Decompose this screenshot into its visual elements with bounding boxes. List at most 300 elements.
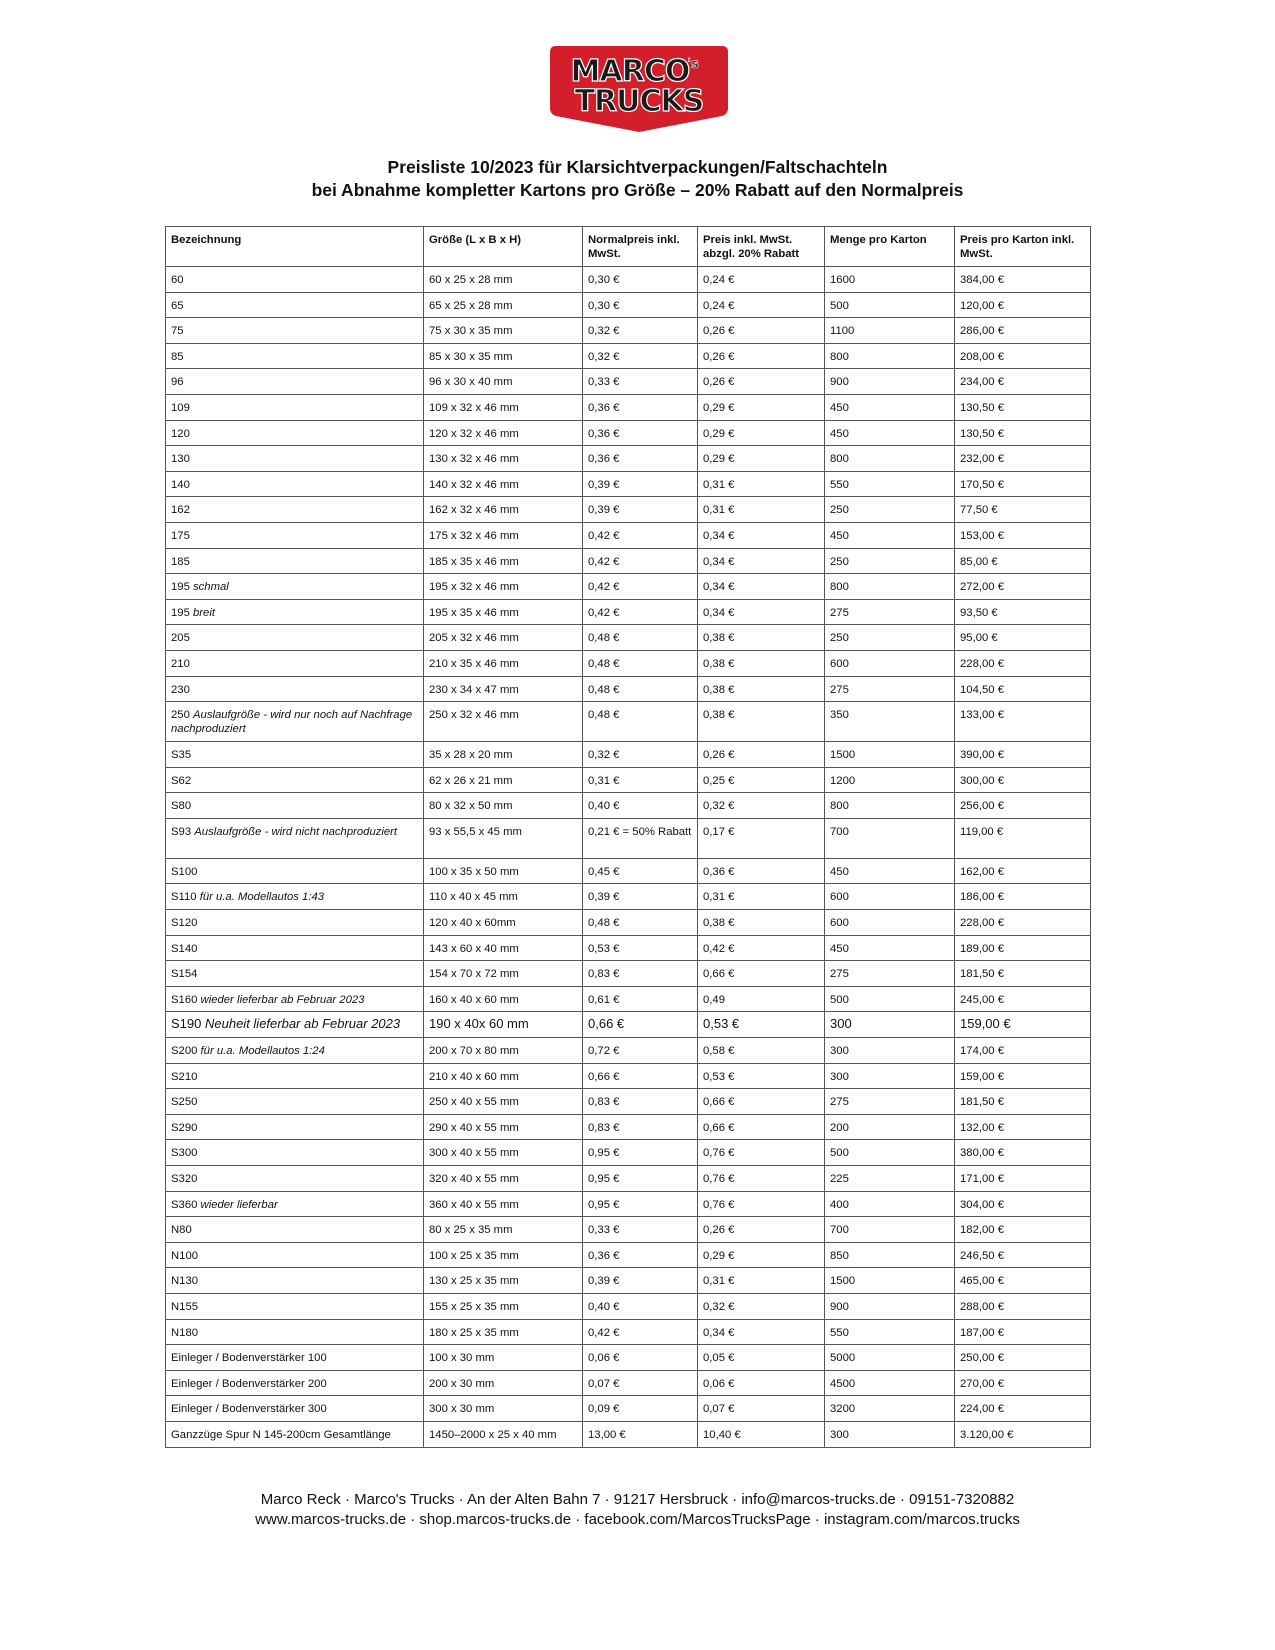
product-note: schmal: [193, 581, 229, 594]
size-cell: 195 x 35 x 46 mm: [424, 599, 583, 625]
normalpreis-cell: 0,30 €: [583, 267, 698, 293]
size-cell: 185 x 35 x 46 mm: [424, 548, 583, 574]
kartonpreis-cell: 189,00 €: [955, 935, 1091, 961]
menge-cell: 1100: [825, 318, 955, 344]
table-row: [166, 394, 1091, 420]
rabattpreis-cell: 0,24 €: [698, 292, 825, 318]
product-name: 60: [171, 274, 184, 286]
product-name: 185: [171, 555, 190, 568]
normalpreis-cell: 0,95 €: [583, 1140, 698, 1166]
kartonpreis-cell: 174,00 €: [955, 1038, 1091, 1064]
product-name: S210: [171, 1070, 198, 1083]
table-row: [166, 1114, 1091, 1140]
table-row: [166, 1089, 1091, 1115]
kartonpreis-cell: 181,50 €: [955, 1089, 1091, 1115]
bezeichnung-cell: [166, 1191, 424, 1217]
bezeichnung-cell: [166, 1089, 424, 1115]
rabattpreis-cell: 0,66 €: [698, 1089, 825, 1115]
table-row: [166, 471, 1091, 497]
kartonpreis-cell: 288,00 €: [955, 1293, 1091, 1319]
header-bezeichnung: Bezeichnung: [166, 227, 424, 267]
size-cell: 210 x 35 x 46 mm: [424, 650, 583, 676]
bezeichnung-cell: [166, 292, 424, 318]
product-name: S320: [171, 1173, 198, 1185]
size-cell: 100 x 35 x 50 mm: [424, 858, 583, 884]
table-row: [166, 961, 1091, 987]
table-row: [166, 369, 1091, 395]
table-row: [166, 267, 1091, 293]
rabattpreis-cell: 0,29 €: [698, 1242, 825, 1268]
table-row: [166, 1268, 1091, 1294]
kartonpreis-cell: 465,00 €: [955, 1268, 1091, 1294]
table-row: [166, 1063, 1091, 1089]
size-cell: 143 x 60 x 40 mm: [424, 935, 583, 961]
rabattpreis-cell: 0,26 €: [698, 1217, 825, 1243]
normalpreis-cell: 0,45 €: [583, 858, 698, 884]
size-cell: 100 x 30 mm: [424, 1345, 583, 1371]
product-name: S360: [171, 1198, 198, 1211]
kartonpreis-cell: 186,00 €: [955, 884, 1091, 910]
bezeichnung-cell: [166, 1370, 424, 1396]
size-cell: 65 x 25 x 28 mm: [424, 292, 583, 318]
normalpreis-cell: 0,32 €: [583, 742, 698, 768]
logo-sup: 's: [687, 57, 699, 72]
size-cell: 300 x 40 x 55 mm: [424, 1140, 583, 1166]
rabattpreis-cell: 0,29 €: [698, 394, 825, 420]
rabattpreis-cell: 0,76 €: [698, 1140, 825, 1166]
bezeichnung-cell: [166, 1038, 424, 1064]
normalpreis-cell: 0,83 €: [583, 1089, 698, 1115]
marcos-trucks-logo: [550, 46, 728, 132]
logo-line2: TRUCKS: [574, 84, 704, 119]
size-cell: 200 x 70 x 80 mm: [424, 1038, 583, 1064]
product-name: S200: [171, 1045, 198, 1058]
bezeichnung-cell: [166, 1063, 424, 1089]
product-name: S140: [171, 942, 198, 955]
bezeichnung-cell: [166, 599, 424, 625]
product-name: S80: [171, 800, 192, 813]
page-title: [0, 156, 1275, 202]
kartonpreis-cell: 228,00 €: [955, 910, 1091, 936]
product-name: N80: [171, 1224, 192, 1237]
table-row: [166, 548, 1091, 574]
kartonpreis-cell: 93,50 €: [955, 599, 1091, 625]
product-name: S190: [171, 1016, 202, 1032]
menge-cell: 275: [825, 599, 955, 625]
menge-cell: 450: [825, 394, 955, 420]
rabattpreis-cell: 0,49: [698, 986, 825, 1012]
bezeichnung-cell: [166, 1421, 424, 1447]
footer-links: www.marcos-trucks.de · shop.marcos-trucks.de · facebook.com/MarcosTrucksPage · instagram.com/marcos.trucks: [255, 1511, 1020, 1528]
bezeichnung-cell: [166, 910, 424, 936]
bezeichnung-cell: [166, 625, 424, 651]
menge-cell: 900: [825, 1293, 955, 1319]
product-name: Ganzzüge Spur N 145-200cm Gesamtlänge: [171, 1428, 391, 1441]
normalpreis-cell: 0,33 €: [583, 369, 698, 395]
product-name: S110: [171, 891, 197, 904]
bezeichnung-cell: [166, 650, 424, 676]
kartonpreis-cell: 95,00 €: [955, 625, 1091, 651]
logo-line1: MARCO: [570, 54, 690, 89]
size-cell: 360 x 40 x 55 mm: [424, 1191, 583, 1217]
bezeichnung-cell: [166, 1242, 424, 1268]
product-name: Einleger / Bodenverstärker 100: [171, 1352, 327, 1365]
table-row: [166, 1242, 1091, 1268]
table-row: [166, 910, 1091, 936]
product-name: 109: [171, 401, 190, 414]
normalpreis-cell: 0,48 €: [583, 625, 698, 651]
rabattpreis-cell: 0,38 €: [698, 650, 825, 676]
size-cell: 96 x 30 x 40 mm: [424, 369, 583, 395]
kartonpreis-cell: 390,00 €: [955, 742, 1091, 768]
footer: [0, 1490, 1275, 1530]
product-name: Einleger / Bodenverstärker 200: [171, 1377, 327, 1390]
product-note: für u.a. Modellautos 1:43: [199, 891, 325, 904]
normalpreis-cell: 0,32 €: [583, 343, 698, 369]
normalpreis-cell: 0,36 €: [583, 394, 698, 420]
footer-contact: Marco Reck · Marco's Trucks · An der Alten Bahn 7 · 91217 Hersbruck · info@marcos-trucks.de · 09151-7320882: [260, 1491, 1015, 1508]
rabattpreis-cell: 0,26 €: [698, 318, 825, 344]
normalpreis-cell: 0,48 €: [583, 910, 698, 936]
product-note: wieder lieferbar ab Februar 2023: [200, 993, 365, 1006]
normalpreis-cell: 0,42 €: [583, 574, 698, 600]
table-row: [166, 986, 1091, 1012]
bezeichnung-cell: [166, 1166, 424, 1192]
table-row: [166, 1012, 1091, 1038]
rabattpreis-cell: 10,40 €: [698, 1421, 825, 1447]
menge-cell: 5000: [825, 1345, 955, 1371]
bezeichnung-cell: [166, 369, 424, 395]
rabattpreis-cell: 0,05 €: [698, 1345, 825, 1371]
menge-cell: 300: [825, 1012, 955, 1038]
table-row: [166, 650, 1091, 676]
kartonpreis-cell: 85,00 €: [955, 548, 1091, 574]
normalpreis-cell: 0,40 €: [583, 1293, 698, 1319]
rabattpreis-cell: 0,07 €: [698, 1396, 825, 1422]
size-cell: 162 x 32 x 46 mm: [424, 497, 583, 523]
menge-cell: 600: [825, 884, 955, 910]
size-cell: 250 x 32 x 46 mm: [424, 702, 583, 742]
normalpreis-cell: 0,95 €: [583, 1166, 698, 1192]
bezeichnung-cell: [166, 858, 424, 884]
kartonpreis-cell: 132,00 €: [955, 1114, 1091, 1140]
kartonpreis-cell: 384,00 €: [955, 267, 1091, 293]
table-row: [166, 1038, 1091, 1064]
kartonpreis-cell: 3.120,00 €: [955, 1421, 1091, 1447]
table-row: [166, 318, 1091, 344]
rabattpreis-cell: 0,29 €: [698, 446, 825, 472]
table-row: [166, 767, 1091, 793]
menge-cell: 1200: [825, 767, 955, 793]
bezeichnung-cell: [166, 1140, 424, 1166]
bezeichnung-cell: [166, 1217, 424, 1243]
menge-cell: 3200: [825, 1396, 955, 1422]
bezeichnung-cell: [166, 793, 424, 819]
bezeichnung-cell: [166, 1293, 424, 1319]
menge-cell: 800: [825, 343, 955, 369]
table-row: [166, 446, 1091, 472]
normalpreis-cell: 0,07 €: [583, 1370, 698, 1396]
product-name: Einleger / Bodenverstärker 300: [171, 1403, 327, 1416]
product-name: S300: [171, 1147, 198, 1160]
header-kartonpreis: Preis pro Karton inkl. MwSt.: [955, 227, 1091, 267]
product-name: 195: [171, 581, 190, 594]
menge-cell: 300: [825, 1063, 955, 1089]
menge-cell: 800: [825, 574, 955, 600]
title-line-1: Preisliste 10/2023 für Klarsichtverpackungen/Faltschachteln: [387, 157, 888, 177]
kartonpreis-cell: 153,00 €: [955, 522, 1091, 548]
menge-cell: 900: [825, 369, 955, 395]
kartonpreis-cell: 208,00 €: [955, 343, 1091, 369]
size-cell: 175 x 32 x 46 mm: [424, 522, 583, 548]
size-cell: 85 x 30 x 35 mm: [424, 343, 583, 369]
bezeichnung-cell: [166, 1012, 424, 1038]
table-row: [166, 574, 1091, 600]
rabattpreis-cell: 0,31 €: [698, 884, 825, 910]
bezeichnung-cell: [166, 343, 424, 369]
normalpreis-cell: 0,39 €: [583, 884, 698, 910]
menge-cell: 275: [825, 961, 955, 987]
size-cell: 230 x 34 x 47 mm: [424, 676, 583, 702]
kartonpreis-cell: 77,50 €: [955, 497, 1091, 523]
normalpreis-cell: 0,42 €: [583, 599, 698, 625]
normalpreis-cell: 0,66 €: [583, 1012, 698, 1038]
bezeichnung-cell: [166, 446, 424, 472]
product-note: für u.a. Modellautos 1:24: [200, 1045, 325, 1058]
normalpreis-cell: 0,21 € = 50% Rabatt: [583, 818, 698, 858]
rabattpreis-cell: 0,76 €: [698, 1166, 825, 1192]
normalpreis-cell: 0,39 €: [583, 497, 698, 523]
menge-cell: 300: [825, 1421, 955, 1447]
table-header-row: [166, 227, 1091, 267]
bezeichnung-cell: [166, 1345, 424, 1371]
table-row: [166, 1396, 1091, 1422]
menge-cell: 1600: [825, 267, 955, 293]
rabattpreis-cell: 0,29 €: [698, 420, 825, 446]
product-name: N100: [171, 1249, 199, 1262]
rabattpreis-cell: 0,34 €: [698, 522, 825, 548]
normalpreis-cell: 0,09 €: [583, 1396, 698, 1422]
normalpreis-cell: 0,83 €: [583, 1114, 698, 1140]
normalpreis-cell: 0,61 €: [583, 986, 698, 1012]
menge-cell: 600: [825, 910, 955, 936]
product-name: S62: [171, 774, 192, 787]
size-cell: 75 x 30 x 35 mm: [424, 318, 583, 344]
product-name: N180: [171, 1326, 199, 1339]
rabattpreis-cell: 0,66 €: [698, 1114, 825, 1140]
table-row: [166, 1293, 1091, 1319]
normalpreis-cell: 0,83 €: [583, 961, 698, 987]
kartonpreis-cell: 272,00 €: [955, 574, 1091, 600]
kartonpreis-cell: 119,00 €: [955, 818, 1091, 858]
bezeichnung-cell: [166, 1114, 424, 1140]
header-menge: Menge pro Karton: [825, 227, 955, 267]
product-name: 130: [171, 453, 190, 466]
kartonpreis-cell: 182,00 €: [955, 1217, 1091, 1243]
rabattpreis-cell: 0,34 €: [698, 548, 825, 574]
product-note: Neuheit lieferbar ab Februar 2023: [205, 1016, 401, 1032]
menge-cell: 600: [825, 650, 955, 676]
table-row: [166, 1217, 1091, 1243]
rabattpreis-cell: 0,06 €: [698, 1370, 825, 1396]
bezeichnung-cell: [166, 818, 424, 858]
bezeichnung-cell: [166, 574, 424, 600]
rabattpreis-cell: 0,31 €: [698, 471, 825, 497]
product-name: 175: [171, 529, 190, 542]
menge-cell: 450: [825, 858, 955, 884]
table-row: [166, 292, 1091, 318]
bezeichnung-cell: [166, 1268, 424, 1294]
menge-cell: 700: [825, 818, 955, 858]
normalpreis-cell: 0,36 €: [583, 1242, 698, 1268]
rabattpreis-cell: 0,42 €: [698, 935, 825, 961]
menge-cell: 250: [825, 497, 955, 523]
rabattpreis-cell: 0,34 €: [698, 599, 825, 625]
rabattpreis-cell: 0,25 €: [698, 767, 825, 793]
menge-cell: 275: [825, 676, 955, 702]
product-name: S100: [171, 865, 198, 878]
product-note: wieder lieferbar: [200, 1198, 278, 1211]
bezeichnung-cell: [166, 935, 424, 961]
rabattpreis-cell: 0,58 €: [698, 1038, 825, 1064]
table-row: [166, 1191, 1091, 1217]
product-name: 85: [171, 350, 184, 363]
size-cell: 190 x 40x 60 mm: [424, 1012, 583, 1038]
table-row: [166, 742, 1091, 768]
size-cell: 80 x 32 x 50 mm: [424, 793, 583, 819]
menge-cell: 1500: [825, 742, 955, 768]
normalpreis-cell: 0,31 €: [583, 767, 698, 793]
rabattpreis-cell: 0,32 €: [698, 793, 825, 819]
menge-cell: 500: [825, 292, 955, 318]
normalpreis-cell: 0,53 €: [583, 935, 698, 961]
size-cell: 200 x 30 mm: [424, 1370, 583, 1396]
kartonpreis-cell: 232,00 €: [955, 446, 1091, 472]
kartonpreis-cell: 224,00 €: [955, 1396, 1091, 1422]
kartonpreis-cell: 380,00 €: [955, 1140, 1091, 1166]
bezeichnung-cell: [166, 267, 424, 293]
size-cell: 180 x 25 x 35 mm: [424, 1319, 583, 1345]
rabattpreis-cell: 0,34 €: [698, 574, 825, 600]
rabattpreis-cell: 0,34 €: [698, 1319, 825, 1345]
bezeichnung-cell: [166, 676, 424, 702]
table-row: [166, 1140, 1091, 1166]
rabattpreis-cell: 0,53 €: [698, 1012, 825, 1038]
rabattpreis-cell: 0,76 €: [698, 1191, 825, 1217]
table-row: [166, 884, 1091, 910]
table-row: [166, 599, 1091, 625]
normalpreis-cell: 0,06 €: [583, 1345, 698, 1371]
kartonpreis-cell: 181,50 €: [955, 961, 1091, 987]
product-name: 140: [171, 478, 190, 491]
rabattpreis-cell: 0,26 €: [698, 742, 825, 768]
product-name: 210: [171, 657, 190, 670]
kartonpreis-cell: 159,00 €: [955, 1063, 1091, 1089]
normalpreis-cell: 0,36 €: [583, 420, 698, 446]
menge-cell: 800: [825, 793, 955, 819]
product-name: N130: [171, 1275, 199, 1288]
bezeichnung-cell: [166, 420, 424, 446]
size-cell: 110 x 40 x 45 mm: [424, 884, 583, 910]
product-name: 205: [171, 632, 190, 645]
normalpreis-cell: 0,48 €: [583, 676, 698, 702]
size-cell: 160 x 40 x 60 mm: [424, 986, 583, 1012]
menge-cell: 800: [825, 446, 955, 472]
menge-cell: 275: [825, 1089, 955, 1115]
size-cell: 195 x 32 x 46 mm: [424, 574, 583, 600]
table-row: [166, 676, 1091, 702]
normalpreis-cell: 0,33 €: [583, 1217, 698, 1243]
normalpreis-cell: 0,42 €: [583, 1319, 698, 1345]
size-cell: 300 x 30 mm: [424, 1396, 583, 1422]
bezeichnung-cell: [166, 522, 424, 548]
kartonpreis-cell: 104,50 €: [955, 676, 1091, 702]
kartonpreis-cell: 159,00 €: [955, 1012, 1091, 1038]
bezeichnung-cell: [166, 548, 424, 574]
header-groesse: Größe (L x B x H): [424, 227, 583, 267]
menge-cell: 250: [825, 625, 955, 651]
size-cell: 154 x 70 x 72 mm: [424, 961, 583, 987]
normalpreis-cell: 0,32 €: [583, 318, 698, 344]
normalpreis-cell: 0,36 €: [583, 446, 698, 472]
menge-cell: 550: [825, 471, 955, 497]
kartonpreis-cell: 120,00 €: [955, 292, 1091, 318]
size-cell: 210 x 40 x 60 mm: [424, 1063, 583, 1089]
product-name: N155: [171, 1300, 199, 1313]
kartonpreis-cell: 133,00 €: [955, 702, 1091, 742]
kartonpreis-cell: 162,00 €: [955, 858, 1091, 884]
table-row: [166, 935, 1091, 961]
normalpreis-cell: 0,39 €: [583, 1268, 698, 1294]
table-row: [166, 1370, 1091, 1396]
kartonpreis-cell: 256,00 €: [955, 793, 1091, 819]
kartonpreis-cell: 300,00 €: [955, 767, 1091, 793]
product-note: breit: [193, 606, 215, 619]
size-cell: 155 x 25 x 35 mm: [424, 1293, 583, 1319]
bezeichnung-cell: [166, 742, 424, 768]
rabattpreis-cell: 0,38 €: [698, 676, 825, 702]
table-row: [166, 1421, 1091, 1447]
product-name: 250: [171, 709, 190, 722]
size-cell: 205 x 32 x 46 mm: [424, 625, 583, 651]
bezeichnung-cell: [166, 986, 424, 1012]
size-cell: 140 x 32 x 46 mm: [424, 471, 583, 497]
kartonpreis-cell: 270,00 €: [955, 1370, 1091, 1396]
menge-cell: 1500: [825, 1268, 955, 1294]
size-cell: 60 x 25 x 28 mm: [424, 267, 583, 293]
product-name: S120: [171, 917, 198, 930]
menge-cell: 450: [825, 522, 955, 548]
kartonpreis-cell: 234,00 €: [955, 369, 1091, 395]
size-cell: 320 x 40 x 55 mm: [424, 1166, 583, 1192]
product-name: S35: [171, 749, 192, 762]
size-cell: 290 x 40 x 55 mm: [424, 1114, 583, 1140]
size-cell: 100 x 25 x 35 mm: [424, 1242, 583, 1268]
normalpreis-cell: 0,72 €: [583, 1038, 698, 1064]
title-line-2: bei Abnahme kompletter Kartons pro Größe – 20% Rabatt auf den Normalpreis: [311, 180, 964, 200]
rabattpreis-cell: 0,38 €: [698, 702, 825, 742]
size-cell: 130 x 25 x 35 mm: [424, 1268, 583, 1294]
menge-cell: 200: [825, 1114, 955, 1140]
bezeichnung-cell: [166, 1319, 424, 1345]
rabattpreis-cell: 0,26 €: [698, 343, 825, 369]
bezeichnung-cell: [166, 961, 424, 987]
normalpreis-cell: 0,48 €: [583, 650, 698, 676]
kartonpreis-cell: 170,50 €: [955, 471, 1091, 497]
rabattpreis-cell: 0,24 €: [698, 267, 825, 293]
bezeichnung-cell: [166, 884, 424, 910]
table-row: [166, 858, 1091, 884]
